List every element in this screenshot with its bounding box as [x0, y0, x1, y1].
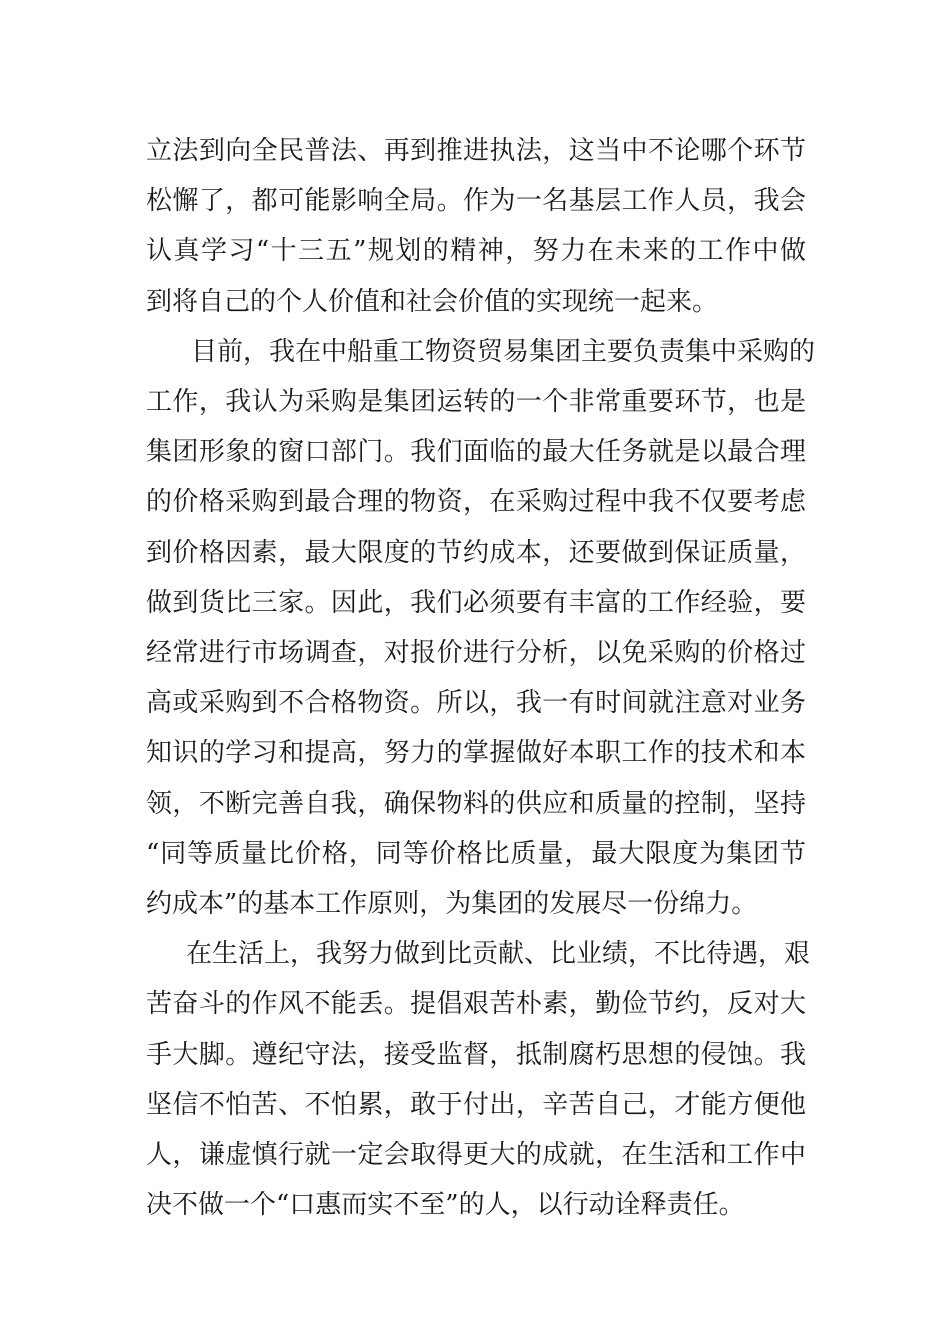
text-line: 约成本”的基本工作原则，为集团的发展尽一份绵力。 — [146, 889, 758, 920]
text-line: 手大脚。遵纪守法，接受监督，抵制腐朽思想的侵蚀。我 — [146, 1039, 806, 1070]
paragraph-2 — [146, 327, 816, 929]
text-line: 苦奋斗的作风不能丢。提倡艰苦朴素，勤俭节约，反对大 — [146, 989, 806, 1020]
text-line: 工作，我认为采购是集团运转的一个非常重要环节，也是 — [146, 387, 806, 418]
text-line: 到价格因素，最大限度的节约成本，还要做到保证质量， — [146, 537, 806, 568]
text-line: “同等质量比价格，同等价格比质量，最大限度为集团节 — [146, 838, 806, 869]
text-line: 坚信不怕苦、不怕累，敢于付出，辛苦自己，才能方便他 — [146, 1089, 806, 1120]
text-line: 经常进行市场调查，对报价进行分析，以免采购的价格过 — [146, 638, 806, 669]
text-line: 做到货比三家。因此，我们必须要有丰富的工作经验，要 — [146, 587, 806, 618]
text-line: 的价格采购到最合理的物资，在采购过程中我不仅要考虑 — [146, 487, 806, 518]
text-line: 知识的学习和提高，努力的掌握做好本职工作的技术和本 — [146, 738, 806, 769]
text-line: 决不做一个“口惠而实不至”的人，以行动诠释责任。 — [146, 1190, 745, 1221]
text-line: 集团形象的窗口部门。我们面临的最大任务就是以最合理 — [146, 437, 806, 468]
paragraph-3 — [146, 929, 811, 1230]
text-line: 松懈了，都可能影响全局。作为一名基层工作人员，我会 — [146, 186, 806, 217]
text-line: 在生活上，我努力做到比贡献、比业绩，不比待遇，艰 — [186, 939, 811, 970]
text-line: 到将自己的个人价值和社会价值的实现统一起来。 — [146, 286, 719, 317]
text-line: 立法到向全民普法、再到推进执法，这当中不论哪个环节 — [146, 136, 806, 166]
text-line: 高或采购到不合格物资。所以，我一有时间就注意对业务 — [146, 688, 806, 719]
paragraph-1 — [146, 126, 806, 327]
text-line: 人，谦虚慎行就一定会取得更大的成就，在生活和工作中 — [146, 1140, 806, 1171]
document-body — [146, 126, 816, 1230]
text-line: 目前，我在中船重工物资贸易集团主要负责集中采购的 — [191, 336, 816, 367]
text-line: 领，不断完善自我，确保物料的供应和质量的控制，坚持 — [146, 788, 806, 819]
text-line: 认真学习“十三五”规划的精神，努力在未来的工作中做 — [146, 236, 806, 267]
